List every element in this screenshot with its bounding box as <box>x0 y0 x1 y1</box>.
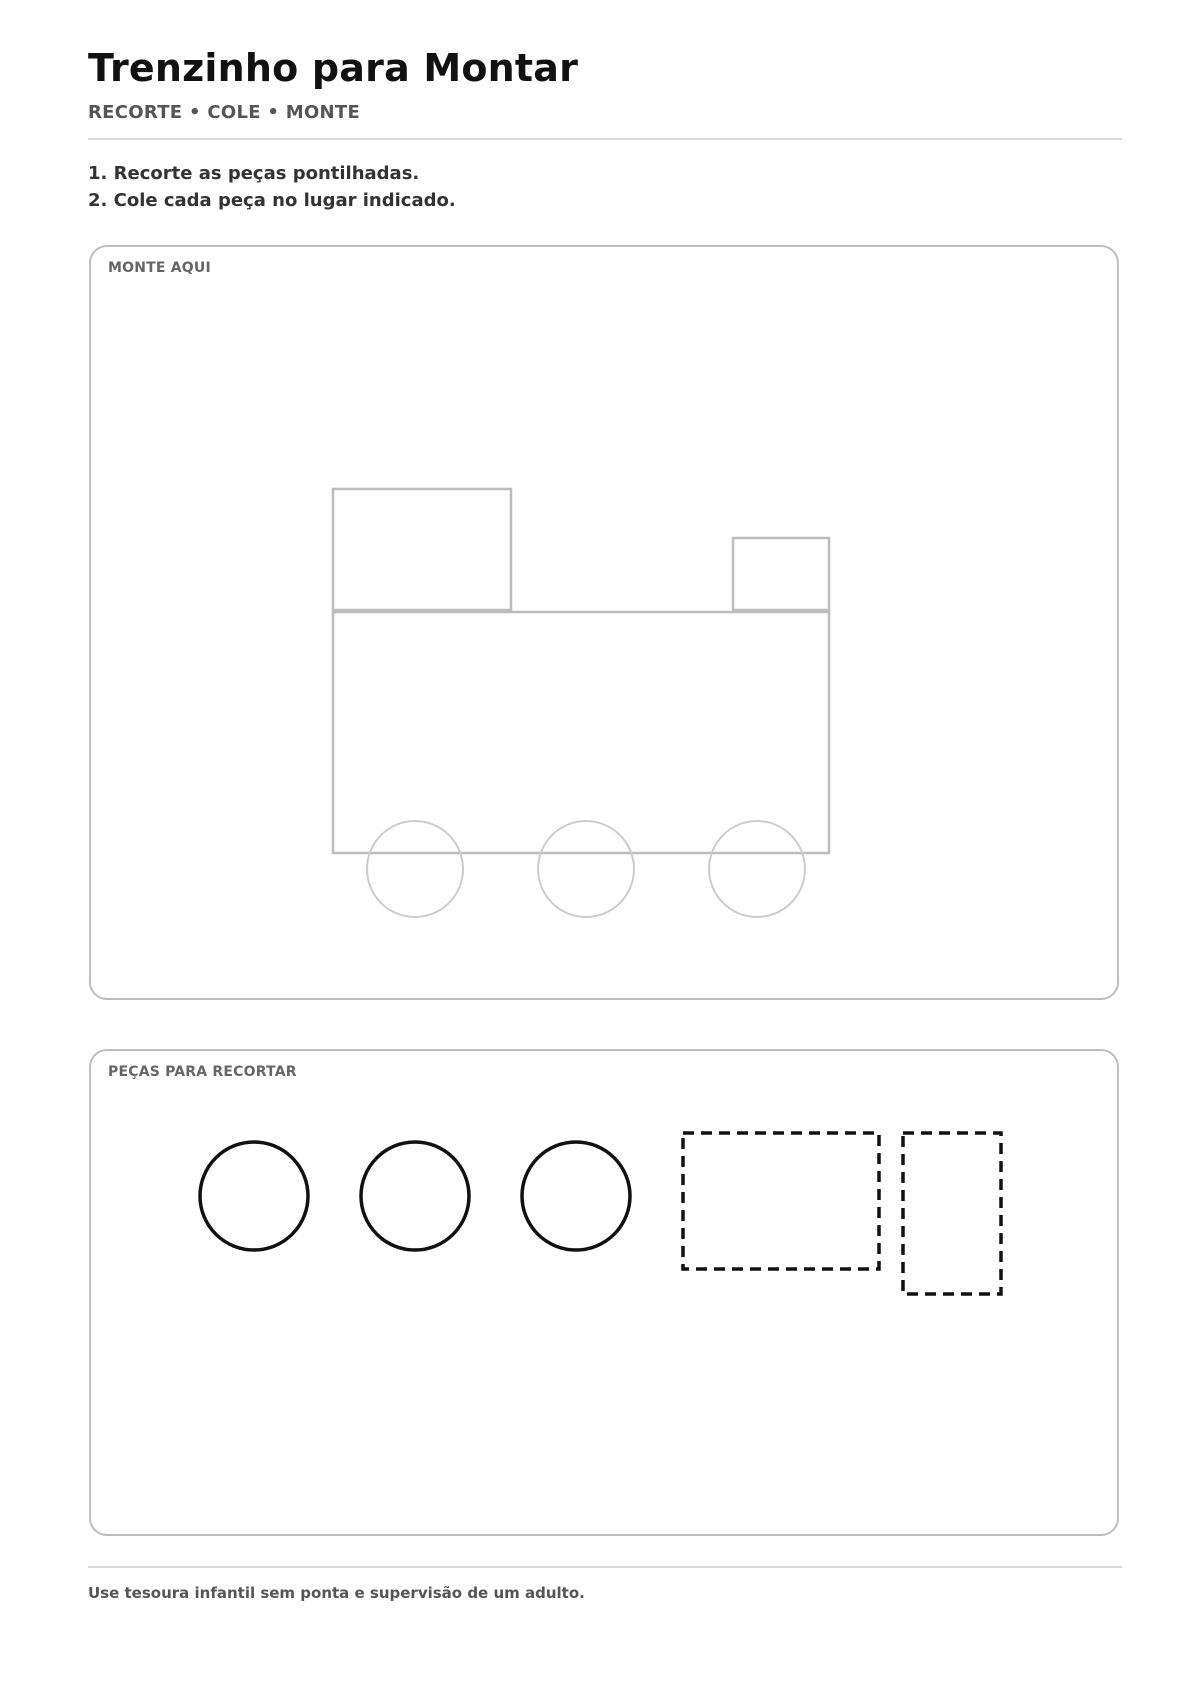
page-subtitle: RECORTE • COLE • MONTE <box>88 102 361 123</box>
instruction-item: 2. Cole cada peça no lugar indicado. <box>88 190 456 211</box>
wheel-piece <box>361 1142 469 1250</box>
footer-divider <box>88 1566 1122 1568</box>
wheel-piece <box>522 1142 630 1250</box>
assembly-panel-label: MONTE AQUI <box>108 260 211 276</box>
safety-note: Use tesoura infantil sem ponta e supervisão de um adulto. <box>88 1584 585 1602</box>
instruction-item: 1. Recorte as peças pontilhadas. <box>88 163 420 184</box>
wheel-piece <box>200 1142 308 1250</box>
chimney-outline <box>733 538 829 610</box>
cabin-outline <box>333 489 511 610</box>
body-outline <box>333 612 829 853</box>
page-title: Trenzinho para Montar <box>88 46 579 90</box>
wheel-outlines <box>367 821 805 917</box>
dashed-pieces <box>683 1133 1001 1294</box>
wheel-outline <box>367 821 463 917</box>
wheel-pieces <box>200 1142 630 1250</box>
train-outline <box>333 489 829 853</box>
cabin-piece <box>683 1133 879 1269</box>
wheel-outline <box>538 821 634 917</box>
pieces-panel-label: PEÇAS PARA RECORTAR <box>108 1064 297 1080</box>
wheel-outline <box>709 821 805 917</box>
chimney-piece <box>903 1133 1001 1294</box>
